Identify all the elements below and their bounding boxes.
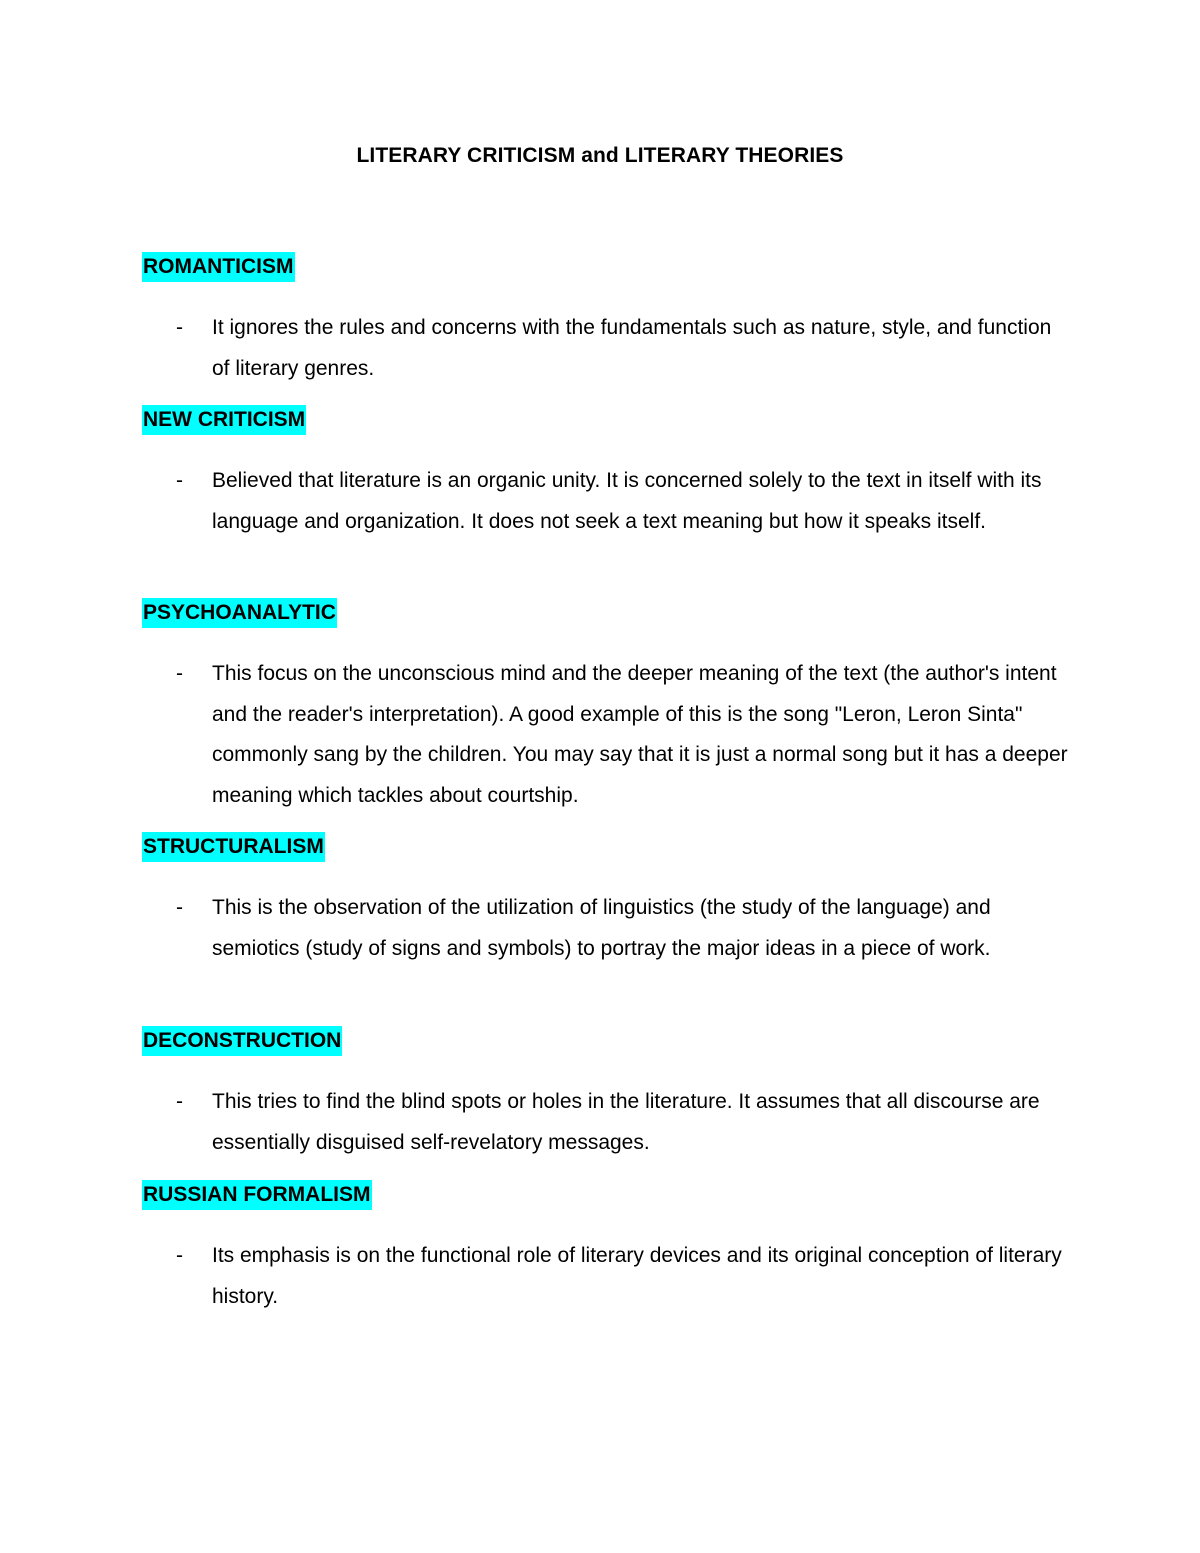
bullet-item xyxy=(142,461,1072,542)
bullet-item xyxy=(142,654,1072,816)
section-heading: NEW CRITICISM xyxy=(142,405,306,435)
bullet-dash: - xyxy=(176,1244,183,1267)
section-russian-formalism xyxy=(142,1180,1072,1317)
section-heading: DECONSTRUCTION xyxy=(142,1026,342,1056)
document-title: LITERARY CRITICISM and LITERARY THEORIES xyxy=(356,144,844,167)
section-new-criticism xyxy=(142,405,1072,542)
bullet-dash: - xyxy=(176,469,183,492)
section-heading: RUSSIAN FORMALISM xyxy=(142,1180,372,1210)
bullet-dash: - xyxy=(176,662,183,685)
bullet-item xyxy=(142,308,1072,389)
section-heading: PSYCHOANALYTIC xyxy=(142,598,337,628)
bullet-dash: - xyxy=(176,316,183,339)
bullet-text: This tries to find the blind spots or holes in the literature. It assumes that all discourse are essentially disguised self-revelatory messages. xyxy=(212,1090,1040,1154)
bullet-item xyxy=(142,1236,1072,1317)
bullet-item xyxy=(142,888,1072,969)
section-heading: ROMANTICISM xyxy=(142,252,295,282)
bullet-dash: - xyxy=(176,1090,183,1113)
bullet-item xyxy=(142,1082,1072,1163)
section-romanticism xyxy=(142,252,1072,389)
bullet-text: It ignores the rules and concerns with the fundamentals such as nature, style, and function of literary genres. xyxy=(212,316,1052,380)
section-deconstruction xyxy=(142,1026,1072,1163)
section-psychoanalytic xyxy=(142,598,1072,816)
bullet-text: Believed that literature is an organic unity. It is concerned solely to the text in itself with its language and organization. It does not seek a text meaning but how it speaks itself. xyxy=(212,469,1042,533)
section-structuralism xyxy=(142,832,1072,969)
bullet-text: This focus on the unconscious mind and the deeper meaning of the text (the author's intent and the reader's interpretation). A good example of this is the song "Leron, Leron Sinta" commonly sang by the children. You may say that it is just a normal song but it has a deeper meaning which tackles about courtship. xyxy=(212,662,1068,807)
bullet-text: This is the observation of the utilization of linguistics (the study of the language) and semiotics (study of signs and symbols) to portray the major ideas in a piece of work. xyxy=(212,896,991,960)
section-heading: STRUCTURALISM xyxy=(142,832,325,862)
bullet-dash: - xyxy=(176,896,183,919)
bullet-text: Its emphasis is on the functional role of literary devices and its original conception of literary history. xyxy=(212,1244,1062,1308)
